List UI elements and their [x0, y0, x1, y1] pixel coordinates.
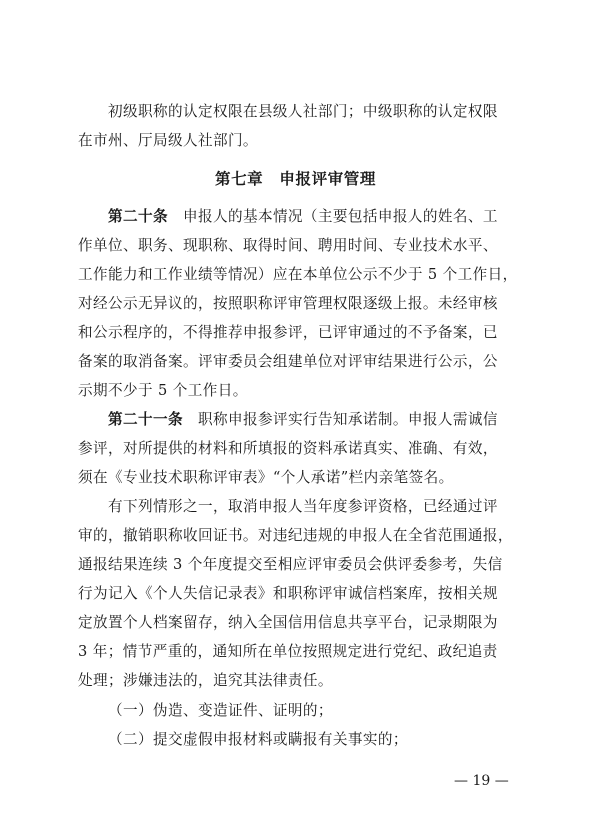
paragraph-line: 作单位、职务、现职称、取得时间、聘用时间、专业技术水平、 [78, 237, 498, 254]
article-21-label: 第二十一条 [108, 411, 183, 428]
article-20-label: 第二十条 [108, 208, 168, 225]
paragraph-line: 示期不少于 5 个工作日。 [78, 382, 248, 399]
paragraph-line: 3 年；情节严重的，通知所在单位按照规定进行党纪、政纪追责 [78, 643, 498, 660]
paragraph-line: 在市州、厅局级人社部门。 [78, 132, 258, 149]
list-item: （二）提交虚假申报材料或瞒报有关事实的； [108, 731, 408, 748]
page-number: — 19 — [454, 773, 509, 789]
paragraph-line: 有下列情形之一，取消申报人当年度参评资格，已经通过评 [108, 498, 498, 515]
paragraph-line: 对经公示无异议的，按照职称评审管理权限逐级上报。未经审核 [78, 295, 498, 312]
paragraph-line: 行为记入《个人失信记录表》和职称评审诚信档案库，按相关规 [78, 585, 498, 602]
paragraph-line: 初级职称的认定权限在县级人社部门；中级职称的认定权限 [108, 103, 498, 120]
paragraph-line: 审的，撤销职称收回证书。对违纪违规的申报人在全省范围通报， [78, 527, 513, 544]
paragraph-line: 通报结果连续 3 个年度提交至相应评审委员会供评委参考，失信 [78, 556, 503, 573]
paragraph-line: 和公示程序的，不得推荐申报参评，已评审通过的不予备案，已 [78, 324, 498, 341]
list-item: （一）伪造、变造证件、证明的； [108, 702, 333, 719]
paragraph-line: 参评，对所提供的材料和所填报的资料承诺真实、准确、有效， [78, 440, 498, 457]
article-20-first-line [108, 207, 530, 227]
paragraph-line: 工作能力和工作业绩等情况）应在本单位公示不少于 5 个工作日， [78, 266, 518, 283]
article-20-text: 申报人的基本情况（主要包括申报人的姓名、工 [167, 208, 498, 225]
chapter-heading: 第七章 申报评审管理 [214, 170, 376, 188]
article-21-text: 职称申报参评实行告知承诺制。申报人需诚信 [182, 411, 498, 428]
paragraph-line: 处理；涉嫌违法的，追究其法律责任。 [78, 672, 333, 689]
paragraph-line: 备案的取消备案。评审委员会组建单位对评审结果进行公示，公 [78, 353, 498, 370]
paragraph-line: 须在《专业技术职称评审表》“个人承诺”栏内亲笔签名。 [78, 469, 454, 486]
article-21-first-line [108, 410, 530, 430]
paragraph-line: 定放置个人档案留存，纳入全国信用信息共享平台，记录期限为 [78, 614, 498, 631]
